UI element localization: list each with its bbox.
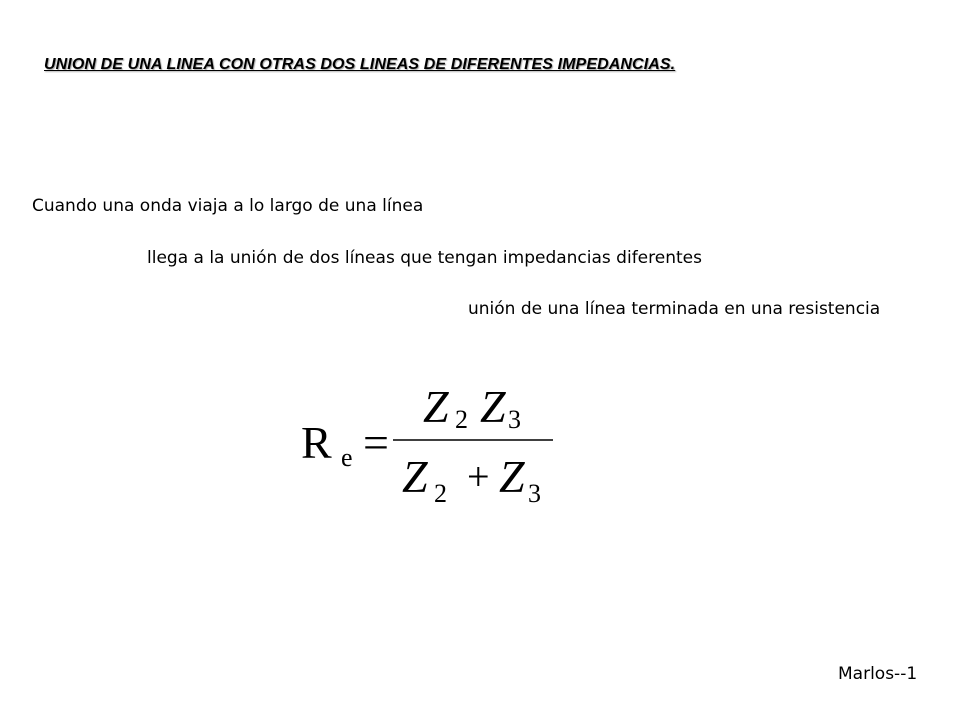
slide-title: UNION DE UNA LINEA CON OTRAS DOS LINEAS DE DIFERENTES IMPEDANCIAS. — [44, 56, 676, 73]
numerator-z3-subscript: 3 — [508, 405, 521, 434]
text-line-2: llega a la unión de dos líneas que tengan impedancias diferentes — [147, 248, 702, 268]
denominator-z2-symbol: Z — [402, 451, 428, 502]
numerator-z2-subscript: 2 — [455, 405, 468, 434]
numerator-z3-symbol: Z — [480, 381, 506, 432]
text-line-3: unión de una línea terminada en una resistencia — [468, 299, 881, 319]
impedance-formula — [295, 370, 565, 510]
text-line-1: Cuando una onda viaja a lo largo de una línea — [32, 196, 424, 216]
formula-equals: = — [363, 417, 389, 468]
formula-lhs-symbol: R — [301, 417, 332, 468]
formula-lhs-subscript: e — [341, 443, 353, 472]
footer-label: Marlos--1 — [838, 664, 918, 684]
denominator-plus: + — [467, 454, 490, 499]
denominator-z3-symbol: Z — [499, 451, 525, 502]
denominator-z2-subscript: 2 — [434, 479, 447, 508]
denominator-z3-subscript: 3 — [528, 479, 541, 508]
numerator-z2-symbol: Z — [423, 381, 449, 432]
